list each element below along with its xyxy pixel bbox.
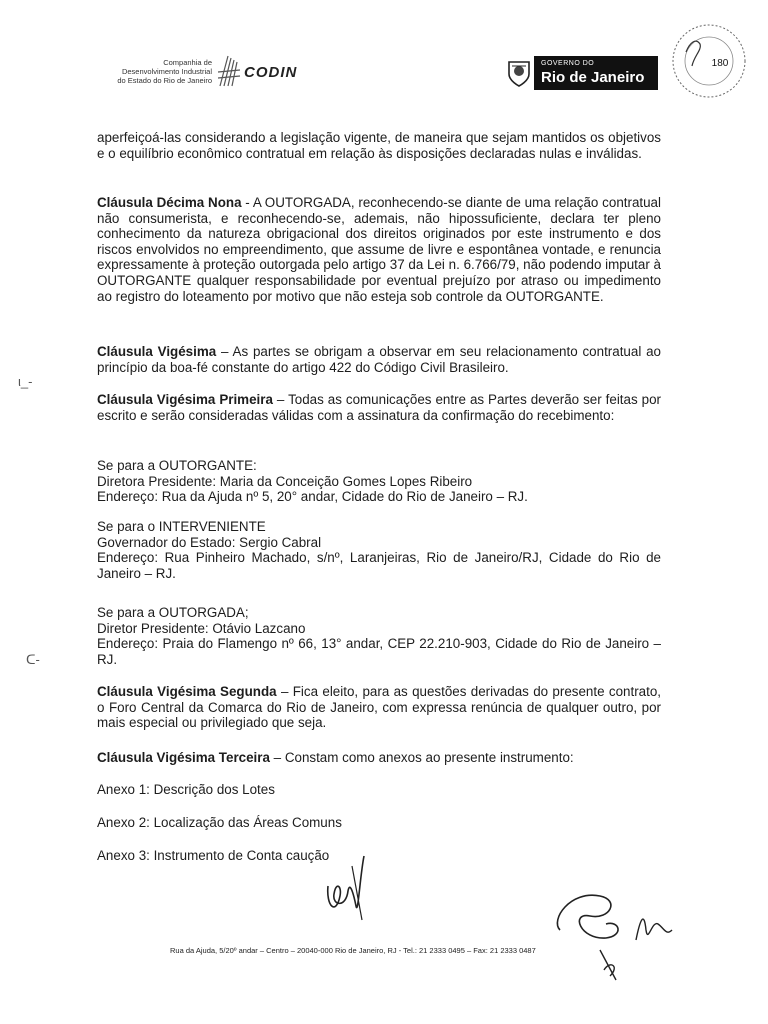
margin-mark: ι_- — [18, 374, 33, 389]
clause-23 — [97, 750, 677, 766]
government-logo: GOVERNO DO Rio de Janeiro — [534, 56, 658, 90]
clause-21-text: – Todas as comunicações entre as Partes deverão ser feitas por escrito e serão consideradas válidas com a assinatura da confirmação do recebimento: — [97, 392, 661, 423]
clause-23-text: – Constam como anexos ao presente instrumento: — [269, 750, 574, 765]
outorgada-contact: Se para a OUTORGADA; Diretor Presidente: Otávio Lazcano — [97, 605, 306, 636]
margin-mark: ᑕ- — [26, 652, 40, 667]
codin-org-name: Companhia de Desenvolvimento Industrial do Estado do Rio de Janeiro — [117, 58, 212, 85]
state-coat-of-arms-icon — [506, 58, 532, 88]
clause-21-title: Cláusula Vigésima Primeira — [97, 392, 273, 407]
clause-19 — [97, 195, 661, 304]
clause-22-title: Cláusula Vigésima Segunda — [97, 684, 277, 699]
handwritten-signature-left — [318, 846, 378, 926]
clause-23-title: Cláusula Vigésima Terceira — [97, 750, 270, 765]
clause-19-title: Cláusula Décima Nona — [97, 195, 242, 210]
clause-20-text: – As partes se obrigam a observar em seu relacionamento contratual ao princípio da boa-fé constante do artigo 422 do Código Civil Brasileiro. — [97, 344, 661, 375]
codin-logo: CODIN — [244, 64, 298, 81]
codin-emblem-icon — [216, 52, 242, 90]
page-stamp-number: 180 — [711, 58, 729, 69]
footer-address: Rua da Ajuda, 5/20º andar – Centro – 20040-000 Rio de Janeiro, RJ - Tel.: 21 2333 0495 – Fax: 21 2333 0487 — [170, 946, 536, 955]
annex-2: Anexo 2: Localização das Áreas Comuns — [97, 815, 342, 830]
interveniente-contact: Se para o INTERVENIENTE Governador do Estado: Sergio Cabral — [97, 519, 322, 550]
outorgada-address: Endereço: Praia do Flamengo nº 66, 13° andar, CEP 22.210-903, Cidade do Rio de Janeiro – RJ. — [97, 636, 661, 667]
annex-3: Anexo 3: Instrumento de Conta caução — [97, 848, 330, 863]
paragraph-continuation: aperfeiçoá-las considerando a legislação vigente, de maneira que sejam mantidos os objetivos e o equilíbrio econômico contratual em relação às disposições declaradas nulas e inválidas. — [97, 130, 661, 161]
interveniente-address: Endereço: Rua Pinheiro Machado, s/nº, Laranjeiras, Rio de Janeiro/RJ, Cidade do Rio de Janeiro – RJ. — [97, 550, 661, 581]
clause-21 — [97, 392, 661, 423]
handwritten-signature-right — [540, 880, 700, 990]
clause-22 — [97, 684, 661, 731]
page-number-seal — [670, 22, 748, 100]
clause-19-text: - A OUTORGADA, reconhecendo-se diante de uma relação contratual não consumerista, e reconhecendo-se, ademais, não hipossuficiente, declara ter pleno conhecimento da natureza obrigacional dos direitos originados por este instrumento e dos riscos envolvidos no empreendimento, que assume de livre e espontânea vontade, e renuncia expressamente à proteção outorgada pelo artigo 37 da Lei n. 6.766/79, não podendo imputar à OUTORGANTE qualquer responsabilidade por eventual prejuízo por atraso ou impedimento ao registro do loteamento por motivo que não esteja sob controle da OUTORGANTE. — [97, 195, 661, 304]
outorgante-contact: Se para a OUTORGANTE: Diretora Presidente: Maria da Conceição Gomes Lopes Ribeiro Endereço: Rua da Ajuda nº 5, 20° andar, Cidade do Rio de Janeiro – RJ. — [97, 458, 528, 505]
annex-1: Anexo 1: Descrição dos Lotes — [97, 782, 275, 797]
clause-20-title: Cláusula Vigésima — [97, 344, 217, 359]
clause-22-text: – Fica eleito, para as questões derivadas do presente contrato, o Foro Central da Comarca do Rio de Janeiro, com expressa renúncia de qualquer outro, por mais especial ou privilegiado que seja. — [97, 684, 661, 731]
clause-20 — [97, 344, 661, 375]
